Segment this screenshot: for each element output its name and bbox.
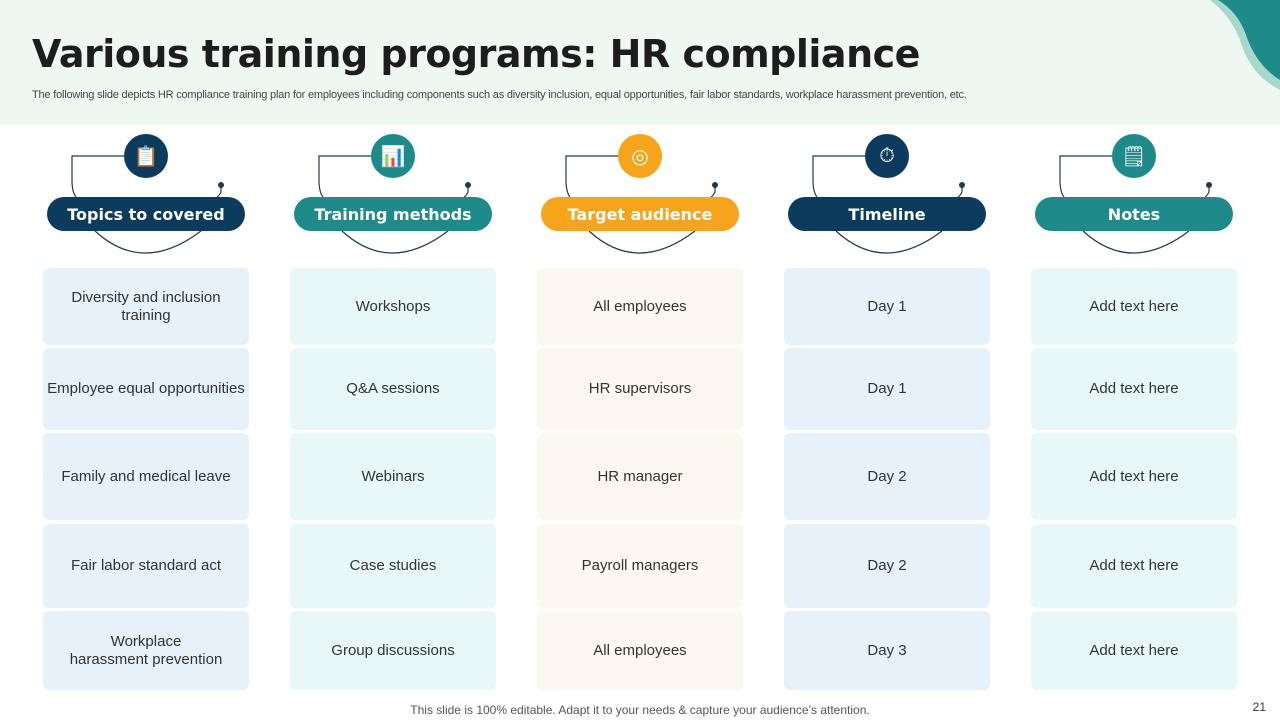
column-notes (1031, 130, 1241, 690)
audience-target-icon: ◎ (618, 134, 662, 178)
table-cell: Add text here (1031, 348, 1237, 430)
column-header: Topics to covered (47, 197, 245, 231)
table-cell: Day 2 (784, 433, 990, 520)
clock-icon: ⏱ (865, 134, 909, 178)
column-header: Notes (1035, 197, 1233, 231)
page-title: Various training programs: HR compliance (32, 32, 920, 76)
table-cell: Payroll managers (537, 524, 743, 608)
corner-wave-decoration (1200, 0, 1280, 90)
column-topics-to-covered (43, 130, 253, 690)
table-cell: Workplace harassment prevention (43, 611, 249, 690)
table-cell: Family and medical leave (43, 433, 249, 520)
notepad-icon: 🗒 (1112, 134, 1156, 178)
table-cell: Day 2 (784, 524, 990, 608)
table-cell: Day 1 (784, 348, 990, 430)
table-cell: Webinars (290, 433, 496, 520)
page-number: 21 (1252, 700, 1266, 714)
page-subtitle: The following slide depicts HR compliance training plan for employees including components such as diversity inclusion, equal opportunities, fair labor standards, workplace harassment prevention, etc. (32, 89, 967, 101)
table-cell: All employees (537, 611, 743, 690)
table-cell: Add text here (1031, 268, 1237, 345)
table-cell: Q&A sessions (290, 348, 496, 430)
table-cell: HR supervisors (537, 348, 743, 430)
table-cell: Day 3 (784, 611, 990, 690)
column-header: Training methods (294, 197, 492, 231)
column-timeline (784, 130, 994, 690)
table-cell: Day 1 (784, 268, 990, 345)
table-cell: Group discussions (290, 611, 496, 690)
column-training-methods (290, 130, 500, 690)
presentation-icon: 📊 (371, 134, 415, 178)
table-cell: Add text here (1031, 433, 1237, 520)
table-cell: Employee equal opportunities (43, 348, 249, 430)
table-cell: Add text here (1031, 524, 1237, 608)
table-cell: Workshops (290, 268, 496, 345)
table-cell: Fair labor standard act (43, 524, 249, 608)
table-cell: All employees (537, 268, 743, 345)
table-cell: Add text here (1031, 611, 1237, 690)
table-cell: Diversity and inclusion training (43, 268, 249, 345)
table-cell: Case studies (290, 524, 496, 608)
column-target-audience (537, 130, 747, 690)
clipboard-icon: 📋 (124, 134, 168, 178)
footer-note: This slide is 100% editable. Adapt it to your needs & capture your audience’s attention. (410, 703, 870, 717)
column-header: Target audience (541, 197, 739, 231)
column-header: Timeline (788, 197, 986, 231)
table-cell: HR manager (537, 433, 743, 520)
